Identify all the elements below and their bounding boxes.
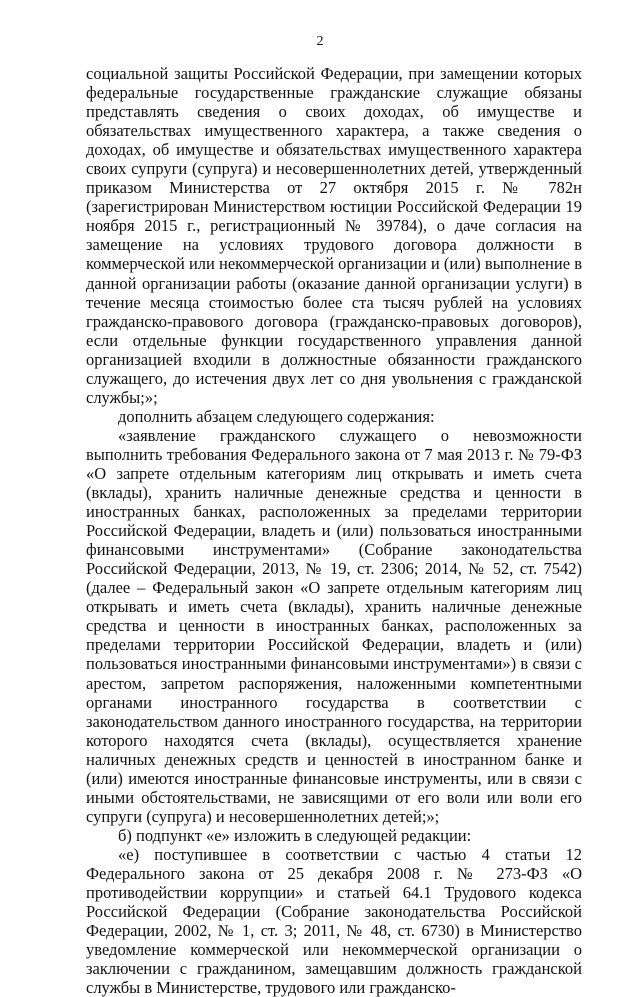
paragraph-3: «заявление гражданского служащего о невозможности выполнить требования Федерального закона от 7 мая 2013 г. № 79-ФЗ «О запрете отдельным категориям лиц открывать и иметь счета (вклады), хранить наличные денежные средства и ценности в иностранных банках, расположенных за пределами территории Российской Федерации, владеть и (или) пользоваться иностранными финансовыми инструментами» (Собрание законодательства Российской Федерации, 2013, № 19, ст. 2306; 2014, № 52, ст. 7542) (далее – Федеральный закон «О запрете отдельным категориям лиц открывать и иметь счета (вклады), хранить наличные денежные средства и ценности в иностранных банках, расположенных за пределами территории Российской Федерации, владеть и (или) пользоваться иностранными финансовыми инструментами») в связи с арестом, запретом распоряжения, наложенными компетентными органами иностранного государства в соответствии с законодательством данного иностранного государства, на территории которого находятся счета (вклады), осуществляется хранение наличных денежных средств и ценностей в иностранном банке и (или) имеются иностранные финансовые инструменты, или в связи с иными обстоятельствами, не зависящими от его воли или воли его супруги (супруга) и несовершеннолетних детей;»; bbox=[86, 425, 582, 826]
paragraph-5: «е) поступившее в соответствии с частью 4 статьи 12 Федерального закона от 25 декабря 2008 г. № 273-ФЗ «О противодействии коррупции» и статьей 64.1 Трудового кодекса Российской Федерации (Собрание законодательства Российской Федерации, 2002, № 1, ст. 3; 2011, № 48, ст. 6730) в Министерство уведомление коммерческой или некоммерческой организации о заключении с гражданином, замещавшим должность гражданской службы в Министерстве, трудового или гражданско- bbox=[86, 844, 582, 997]
document-body bbox=[86, 64, 582, 997]
paragraph-1: социальной защиты Российской Федерации, при замещении которых федеральные государственные гражданские служащие обязаны представлять сведения о своих доходах, об имуществе и обязательствах имущественного характера, а также сведения о доходах, об имуществе и обязательствах имущественного характера своих супруги (супруга) и несовершеннолетних детей, утвержденный приказом Министерства от 27 октября 2015 г. № 782н (зарегистрирован Министерством юстиции Российской Федерации 19 ноября 2015 г., регистрационный № 39784), о даче согласия на замещение на условиях трудового договора должности в коммерческой или некоммерческой организации и (или) выполнение в данной организации работы (оказание данной организации услуги) в течение месяца стоимостью более ста тысяч рублей на условиях гражданско-правового договора (гражданско-правовых договоров), если отдельные функции государственного управления данной организацией входили в должностные обязанности гражданского служащего, до истечения двух лет со дня увольнения с гражданской службы;»; bbox=[86, 64, 582, 407]
paragraph-4: б) подпункт «е» изложить в следующей редакции: bbox=[118, 825, 472, 845]
paragraph-2: дополнить абзацем следующего содержания: bbox=[118, 406, 435, 426]
page-number: 2 bbox=[316, 34, 324, 49]
